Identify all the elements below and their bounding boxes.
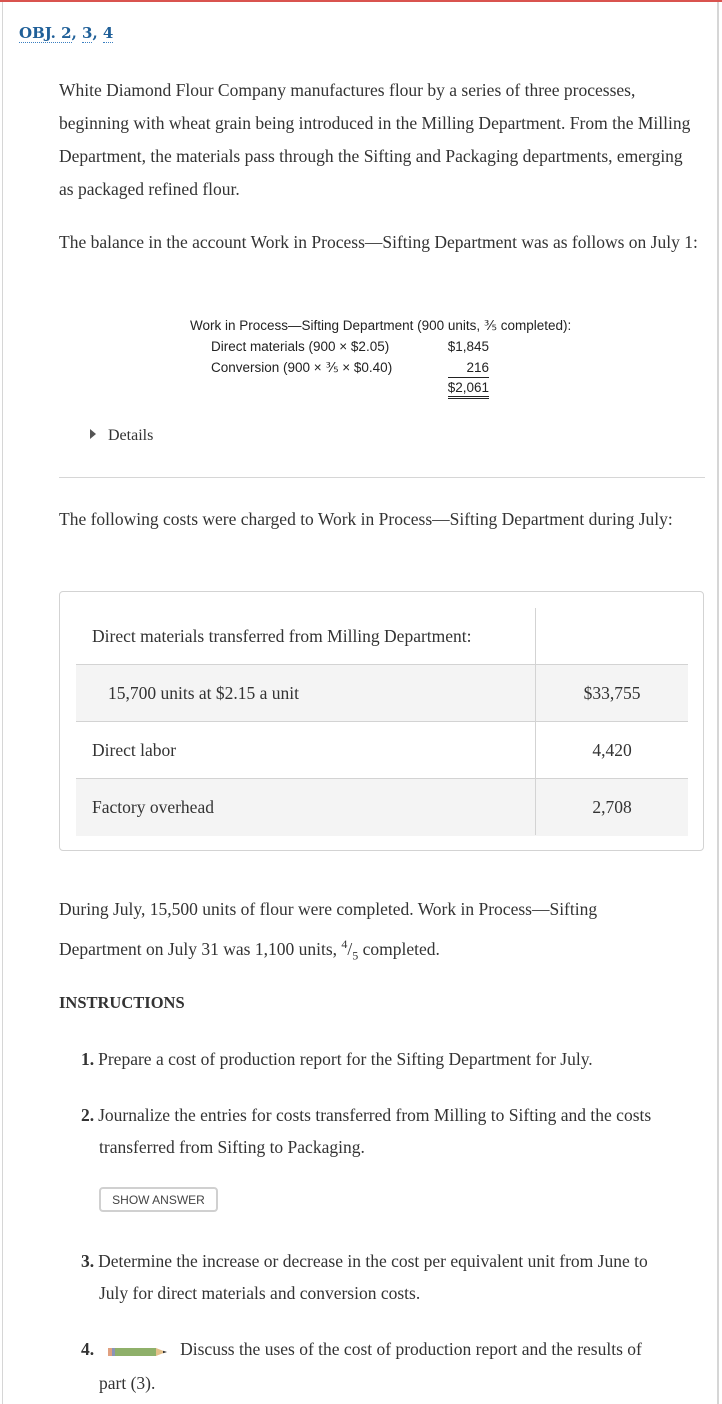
divider — [59, 477, 705, 478]
intro-paragraph-1: White Diamond Flour Company manufactures flour by a series of three processes, beginning with wheat grain being introduced in the Milling Department. From the Milling Department, the materials pass through the Sifting and Packaging departments, emerging as packaged refined flour. — [59, 80, 691, 199]
wip-total: $2,061 — [447, 380, 489, 395]
details-toggle[interactable]: Details — [90, 427, 153, 445]
wip-row-label: Direct materials (900 × $2.05) — [211, 339, 390, 354]
instructions-heading: INSTRUCTIONS — [59, 993, 185, 1012]
total-double-rule — [448, 396, 489, 399]
column-divider — [535, 608, 536, 835]
instruction-item-2: 2. Journalize the entries for costs transferred from Milling to Sifting and the costs transferred from Sifting to Packaging. — [81, 1105, 652, 1157]
objective-4-link[interactable]: 4 — [102, 24, 114, 42]
wip-row-label: Conversion (900 × ⅗ × $0.40) — [211, 360, 393, 375]
objectives-header: OBJ. 2, 3, 4 — [19, 24, 114, 42]
table-row: 15,700 units at $2.15 a unit $33,755 — [76, 665, 688, 722]
wip-row-amount: 216 — [466, 360, 489, 375]
costs-table — [59, 591, 704, 851]
instruction-item-3: 3. Determine the increase or decrease in the cost per equivalent unit from June to July for direct materials and conversion costs. — [81, 1251, 648, 1303]
costs-intro: The following costs were charged to Work in Process—Sifting Department during July: — [59, 509, 673, 529]
table-row: Direct labor 4,420 — [92, 740, 632, 760]
fraction: $^4/_5$ — [341, 937, 359, 963]
wip-title: Work in Process—Sifting Department (900 units, ⅗ completed): — [190, 318, 572, 333]
objective-3-link[interactable]: 3 — [82, 24, 93, 42]
completion-paragraph: During July, 15,500 units of flour were completed. Work in Process—Sifting Department on July 31 was 1,100 units, $^4/_5$ completed. — [59, 899, 598, 963]
caret-right-icon — [90, 429, 96, 439]
table-row: Factory overhead 2,708 — [76, 779, 688, 836]
wip-row-amount: $1,845 — [447, 339, 489, 354]
show-answer-button[interactable]: SHOW ANSWER — [99, 1187, 218, 1212]
objectives-label-link[interactable]: OBJ. 2 — [19, 24, 72, 42]
instruction-item-1: 1. Prepare a cost of production report for the Sifting Department for July. — [81, 1049, 593, 1069]
table-row: Direct materials transferred from Milling Department: — [92, 626, 472, 646]
instruction-item-4: 4. Discuss the uses of the cost of production report and the results of part (3). — [81, 1333, 706, 1399]
pencil-icon — [108, 1335, 168, 1367]
subtotal-rule — [448, 377, 489, 378]
intro-paragraph-2: The balance in the account Work in Process—Sifting Department was as follows on July 1: — [59, 232, 698, 252]
